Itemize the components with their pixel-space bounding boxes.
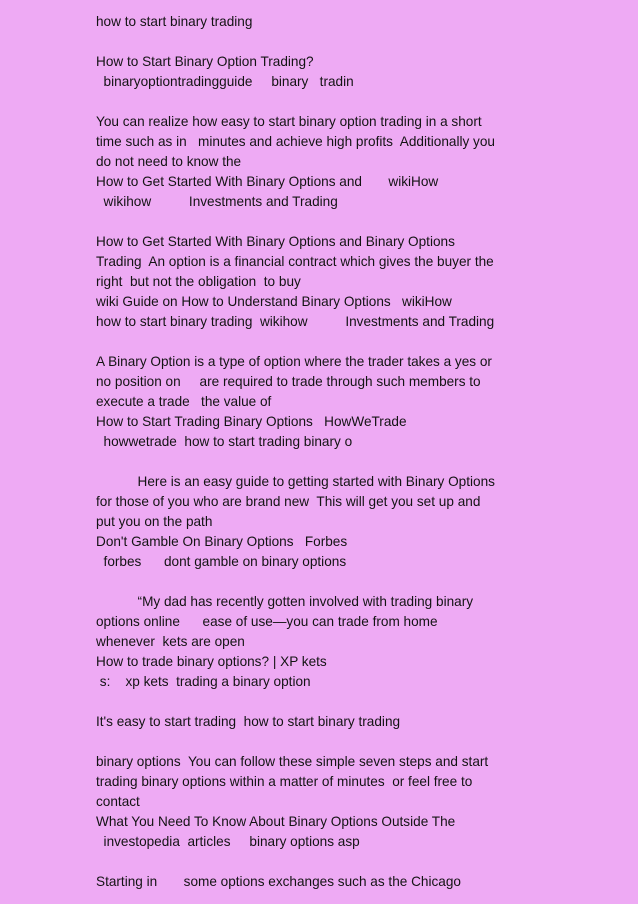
text-line: A Binary Option is a type of option where the trader takes a yes or: [96, 354, 492, 369]
text-line: Trading An option is a financial contract which gives the buyer the: [96, 254, 494, 269]
text-line: How to Get Started With Binary Options and Binary Options: [96, 234, 455, 249]
link-title[interactable]: What You Need To Know About Binary Options Outside The: [96, 814, 456, 829]
text-line: options online ease of use—you can trade from home: [96, 614, 438, 629]
blank-line: [96, 332, 618, 352]
text-line: put you on the path: [96, 514, 213, 529]
link-title[interactable]: How to Start Binary Option Trading?: [96, 54, 314, 69]
link-url: how to start binary trading wikihow Investments and Trading: [96, 314, 495, 329]
text-line: how to start binary trading: [96, 14, 253, 29]
link-title[interactable]: How to trade binary options? | XP kets: [96, 654, 327, 669]
text-line: You can realize how easy to start binary option trading in a short: [96, 114, 482, 129]
link-url: forbes dont gamble on binary options: [96, 554, 347, 569]
link-title[interactable]: Don't Gamble On Binary Options Forbes: [96, 534, 348, 549]
text-line: Here is an easy guide to getting started with Binary Options: [96, 474, 495, 489]
text-line: Starting in some options exchanges such as the Chicago: [96, 874, 461, 889]
link-url: s: xp kets trading a binary option: [96, 674, 311, 689]
blank-line: [96, 452, 618, 472]
blank-line: [96, 32, 618, 52]
blank-line: [96, 852, 618, 872]
text-line: It's easy to start trading how to start binary trading: [96, 714, 401, 729]
link-url: binaryoptiontradingguide binary tradin: [96, 74, 354, 89]
link-title[interactable]: How to Get Started With Binary Options and wikiHow: [96, 174, 439, 189]
link-url: wikihow Investments and Trading: [96, 194, 338, 209]
link-url: howwetrade how to start trading binary o: [96, 434, 353, 449]
text-line: no position on are required to trade through such members to: [96, 374, 481, 389]
text-line: for those of you who are brand new This will get you set up and: [96, 494, 481, 509]
text-line: “My dad has recently gotten involved with trading binary: [96, 594, 474, 609]
blank-line: [96, 732, 618, 752]
blank-line: [96, 572, 618, 592]
text-line: right but not the obligation to buy: [96, 274, 301, 289]
text-line: whenever kets are open: [96, 634, 245, 649]
blank-line: [96, 692, 618, 712]
link-title[interactable]: How to Start Trading Binary Options HowWeTrade: [96, 414, 407, 429]
blank-line: [96, 92, 618, 112]
text-line: contact: [96, 794, 140, 809]
blank-line: [96, 212, 618, 232]
text-line: do not need to know the: [96, 154, 242, 169]
text-line: time such as in minutes and achieve high profits Additionally you: [96, 134, 495, 149]
text-line: execute a trade the value of: [96, 394, 272, 409]
text-line: trading binary options within a matter of minutes or feel free to: [96, 774, 473, 789]
link-url: investopedia articles binary options asp: [96, 834, 360, 849]
text-line: binary options You can follow these simple seven steps and start: [96, 754, 489, 769]
link-title[interactable]: wiki Guide on How to Understand Binary Options wikiHow: [96, 294, 452, 309]
